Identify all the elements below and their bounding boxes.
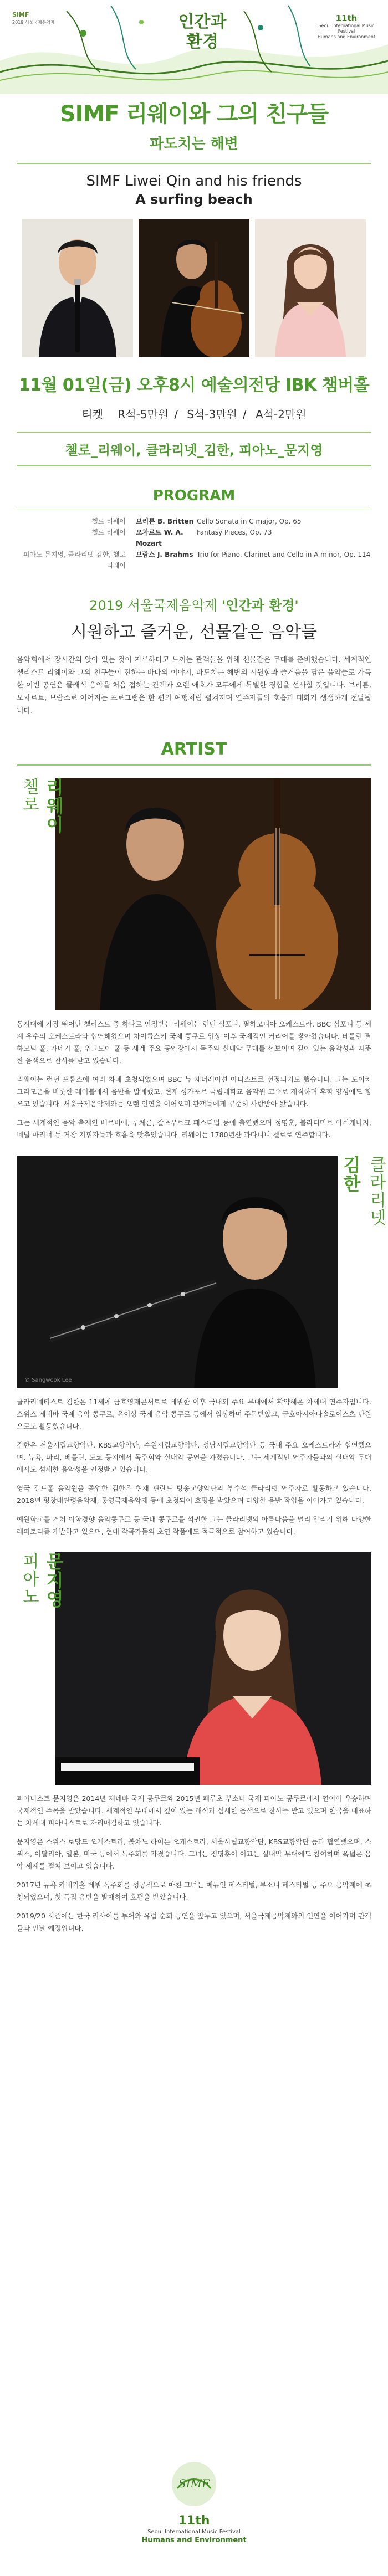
- artist-profile-piano: [17, 1552, 371, 1934]
- pianist-photo: [17, 1552, 371, 1785]
- ticket-price-a: A석-2만원: [256, 408, 307, 421]
- program-composer: [136, 516, 197, 527]
- program-work: Trio for Piano, Clarinet and Cello in A minor, Op. 114: [197, 551, 371, 558]
- artist-vertical-label: [338, 1156, 386, 1227]
- cellist-portrait: [139, 219, 249, 357]
- artist-bio: [17, 1018, 371, 1141]
- program-composer-ko: 모차르트: [136, 528, 162, 536]
- ticket-price-s: S석-3만원: [187, 408, 237, 421]
- concert-title-english: SIMF Liwei Qin and his friends: [86, 173, 302, 189]
- festival-footer: [0, 2460, 388, 2576]
- footer-line-1: Seoul International Music Festival: [147, 2529, 241, 2535]
- program-composer-ko: 브리튼: [136, 517, 155, 525]
- program-work: Cello Sonata in C major, Op. 65: [197, 517, 302, 525]
- bio-paragraph: 피아니스트 문지영은 2014년 제네바 국제 콩쿠르와 2015년 페루초 부소니 국제 피아노 콩쿠르에서 연이어 우승하며 국제적인 주목을 받았습니다. 세계적인 무대에서 깊이 있는 해석과 섬세한 음색으로 찬사를 받고 있으며 한국을 대표하는 차세대 피아니스트로 자리매김하고 있습니다.: [17, 1794, 371, 1827]
- concert-subtitle-korean: 파도치는 해변: [150, 136, 238, 152]
- bio-paragraph: 예원학교를 거쳐 이화경향 음악콩쿠르 등 국내 콩쿠르를 석권한 그는 클라리넷의 아름다움을 널리 알리기 위해 다양한 레퍼토리를 개발하고 있으며, 현대 작곡가들의 초연 작품에도 적극적으로 참여하고 있습니다.: [17, 1515, 371, 1536]
- bio-paragraph: 그는 세계적인 음악 축제인 베르비에, 루체른, 잘츠부르크 페스티벌 등에 출연했으며 정명훈, 블라디미르 아쉬케나지, 네빌 마리너 등 거장 지휘자들과 호흡을 맞추었습니다. 리웨이는 1780년산 과다니니 첼로로 연주합니다.: [17, 1118, 371, 1139]
- artist-profile-cello: [17, 778, 371, 1141]
- program-composer: [136, 527, 197, 549]
- artist-vertical-label: [17, 1552, 64, 1609]
- program-composer-ko: 브람스: [136, 551, 155, 558]
- clarinetist-photo: [17, 1156, 371, 1388]
- bio-paragraph: 문지영은 스위스 로망드 오케스트라, 볼차노 하이든 오케스트라, 서울시립교향악단, KBS교향악단 등과 협연했으며, 스위스, 이탈리아, 일본, 미국 등에서 독주회를 가졌습니다. 그녀는 정명훈이 이끄는 실내악 무대에도 참여하며 폭넓은 음악 세계를 펼쳐 보이고 있습니다.: [17, 1838, 371, 1870]
- festival-brand: [12, 11, 62, 25]
- festival-line: 2019 서울국제음악제: [12, 20, 55, 25]
- title-divider: [17, 163, 371, 164]
- program-composer-en: B. Britten: [157, 517, 194, 525]
- edition-line-2: Humans and Environment: [317, 34, 376, 39]
- concert-introduction: 음악회에서 장시간의 앉아 있는 것이 지루하다고 느끼는 관객들을 위해 선물같은 무대를 준비했습니다. 세계적인 첼리스트 리웨이와 그의 친구들이 전하는 바다의 이야기, 파도치는 해변의 시원함과 즐거움을 담은 음악들로 가득한 이번 공연은 클래식 음악을 처음 접하는 관객과 오랜 애호가 모두에게 특별한 경험을 선사할 것입니다. 브리튼, 모차르트, 브람스로 이어지는 프로그램은 한 편의 여행처럼 펼쳐지며 연주자들의 호흡과 대화가 생생하게 전달됩니다.: [17, 656, 371, 715]
- ticket-price-r: R석-5만원: [118, 408, 169, 421]
- cellist-photo: [17, 778, 371, 1010]
- program-composer: [136, 549, 197, 571]
- festival-slogan: [0, 594, 388, 614]
- slogan-theme: '인간과 환경': [221, 598, 299, 613]
- artist-bio: [17, 1396, 371, 1538]
- program-heading: PROGRAM: [152, 488, 236, 504]
- bio-paragraph: 2017년 뉴욕 카네기홀 데뷔 독주회를 성공적으로 마친 그녀는 메뉴인 페스티벌, 부소니 페스티벌 등 주요 음악제에 초청되었으며, 첫 독집 음반을 발매하여 호평을 받았습니다.: [17, 1881, 371, 1901]
- artist-heading: ARTIST: [161, 740, 227, 759]
- artist-vertical-label: [17, 778, 64, 834]
- festival-header: [0, 0, 388, 94]
- artist-name: 김한: [340, 1156, 361, 1193]
- artist-role: 첼로: [19, 778, 39, 813]
- concert-venue: 예술의전당 IBK 챔버홀: [201, 376, 370, 395]
- footer-edition: 11th: [178, 2514, 210, 2528]
- edition-number: 11th: [335, 13, 358, 23]
- bio-paragraph: 영국 길드홀 음악원을 졸업한 김한은 현재 핀란드 방송교향악단의 부수석 클라리넷 연주자로 활동하고 있습니다. 2018년 평창대관령음악제, 통영국제음악제 등에 초청되어 호평을 받았으며 다양한 음반 작업을 이어가고 있습니다.: [17, 1484, 371, 1505]
- ticket-label: 티켓: [81, 408, 104, 421]
- concert-subtitle-english: A surfing beach: [135, 192, 253, 207]
- artist-name: 리웨이: [43, 778, 64, 834]
- bio-paragraph: 2019/20 시즌에는 한국 리사이틀 투어와 유럽 순회 공연을 앞두고 있으며, 서울국제음악제와의 인연을 이어가며 관객들과 만날 예정입니다.: [17, 1912, 371, 1932]
- bio-paragraph: 동시대에 가장 뛰어난 첼리스트 중 하나로 인정받는 리웨이는 런던 심포니, 필하모니아 오케스트라, BBC 심포니 등 세계 유수의 오케스트라와 협연해왔으며 차이콥스키 국제 콩쿠르 입상 이후 국제적인 커리어를 쌓아왔습니다. 베를린 필하모닉 홀, 카네기 홀, 위그모어 홀 등 세계 주요 공연장에서 독주와 실내악 무대를 선보이며 깊이 있는 음악성과 따뜻한 음색으로 찬사를 받고 있습니다.: [17, 1020, 371, 1065]
- pianist-portrait: [255, 219, 366, 357]
- artist-name: 문지영: [43, 1552, 64, 1609]
- program-performer: 첼로 리웨이: [91, 517, 126, 525]
- edition-line-1: Seoul International Music Festival: [318, 23, 375, 34]
- edition-badge: [310, 13, 382, 40]
- performer-portraits: [0, 219, 388, 357]
- photo-credit: © Sangwook Lee: [24, 1377, 72, 1383]
- concert-title-korean: SIMF 리웨이와 그의 친구들: [59, 101, 329, 127]
- artist-role: 피아노: [19, 1552, 39, 1605]
- program-composer-en: W. A. Mozart: [136, 528, 183, 547]
- concert-date-venue: [0, 371, 388, 396]
- bio-paragraph: 클라리네티스트 김한은 11세에 금호영재콘서트로 데뷔한 이후 국내외 주요 무대에서 활약해온 차세대 연주자입니다. 스위스 제네바 국제 음악 콩쿠르, 윤이상 국제 음악 콩쿠르 등에서 입상하며 주목받았고, 금호아시아나솔로이스츠 단원으로도 활동했습니다.: [17, 1398, 371, 1430]
- program-composer-en: J. Brahms: [157, 551, 193, 558]
- program-list: [17, 516, 371, 571]
- program-row: [17, 516, 371, 527]
- ticket-prices: 티켓 R석-5만원 / S석-3만원 / A석-2만원: [81, 408, 307, 421]
- program-row: [17, 549, 371, 571]
- bio-paragraph: 리웨이는 런던 프롬스에 여러 차례 초청되었으며 BBC 뉴 제너레이션 아티스트로 선정되기도 했습니다. 그는 도이치 그라모폰을 비롯한 레이블에서 음반을 발매했고, 현재 싱가포르 국립대학교 음악원 교수로 재직하며 후학 양성에도 힘쓰고 있습니다. 서울국제음악제와는 오랜 인연을 이어오며 관객들에게 꾸준히 사랑받아 왔습니다.: [17, 1075, 371, 1108]
- program-performer: 피아노 문지영, 클라리넷 김한, 첼로 리웨이: [23, 551, 126, 569]
- logo-text: SIMF: [178, 2477, 210, 2490]
- footer-line-2: Humans and Environment: [141, 2536, 247, 2544]
- program-performer: 첼로 리웨이: [91, 528, 126, 536]
- festival-theme: 인간과 환경: [178, 12, 227, 52]
- festival-tagline: 시원하고 즐거운, 선물같은 음악들: [71, 623, 317, 642]
- artist-role: 클라리넷: [366, 1156, 386, 1227]
- festival-mark: SIMF: [12, 11, 29, 18]
- artist-profile-clarinet: [17, 1156, 386, 1538]
- bio-paragraph: 김한은 서울시립교향악단, KBS교향악단, 수원시립교향악단, 성남시립교향악단 등 국내 주요 오케스트라와 협연했으며, 뉴욕, 파리, 베를린, 도쿄 등지에서 독주회와 실내악 공연을 가졌습니다. 그는 세계적인 연주자들과의 실내악 무대에서도 섬세한 음악성을 인정받고 있습니다.: [17, 1441, 371, 1474]
- concert-date: 11월 01일(금) 오후8시: [18, 376, 196, 395]
- slogan-prefix: 2019 서울국제음악제: [89, 598, 222, 613]
- artist-bio: [17, 1793, 371, 1934]
- artist-rule: [17, 764, 371, 766]
- program-work: Fantasy Pieces, Op. 73: [197, 528, 272, 536]
- cast-list: 첼로_리웨이, 클라리넷_김한, 피아노_문지영: [17, 432, 371, 466]
- clarinetist-portrait: [22, 219, 133, 357]
- simf-logo: [170, 2460, 218, 2508]
- program-row: [17, 527, 371, 549]
